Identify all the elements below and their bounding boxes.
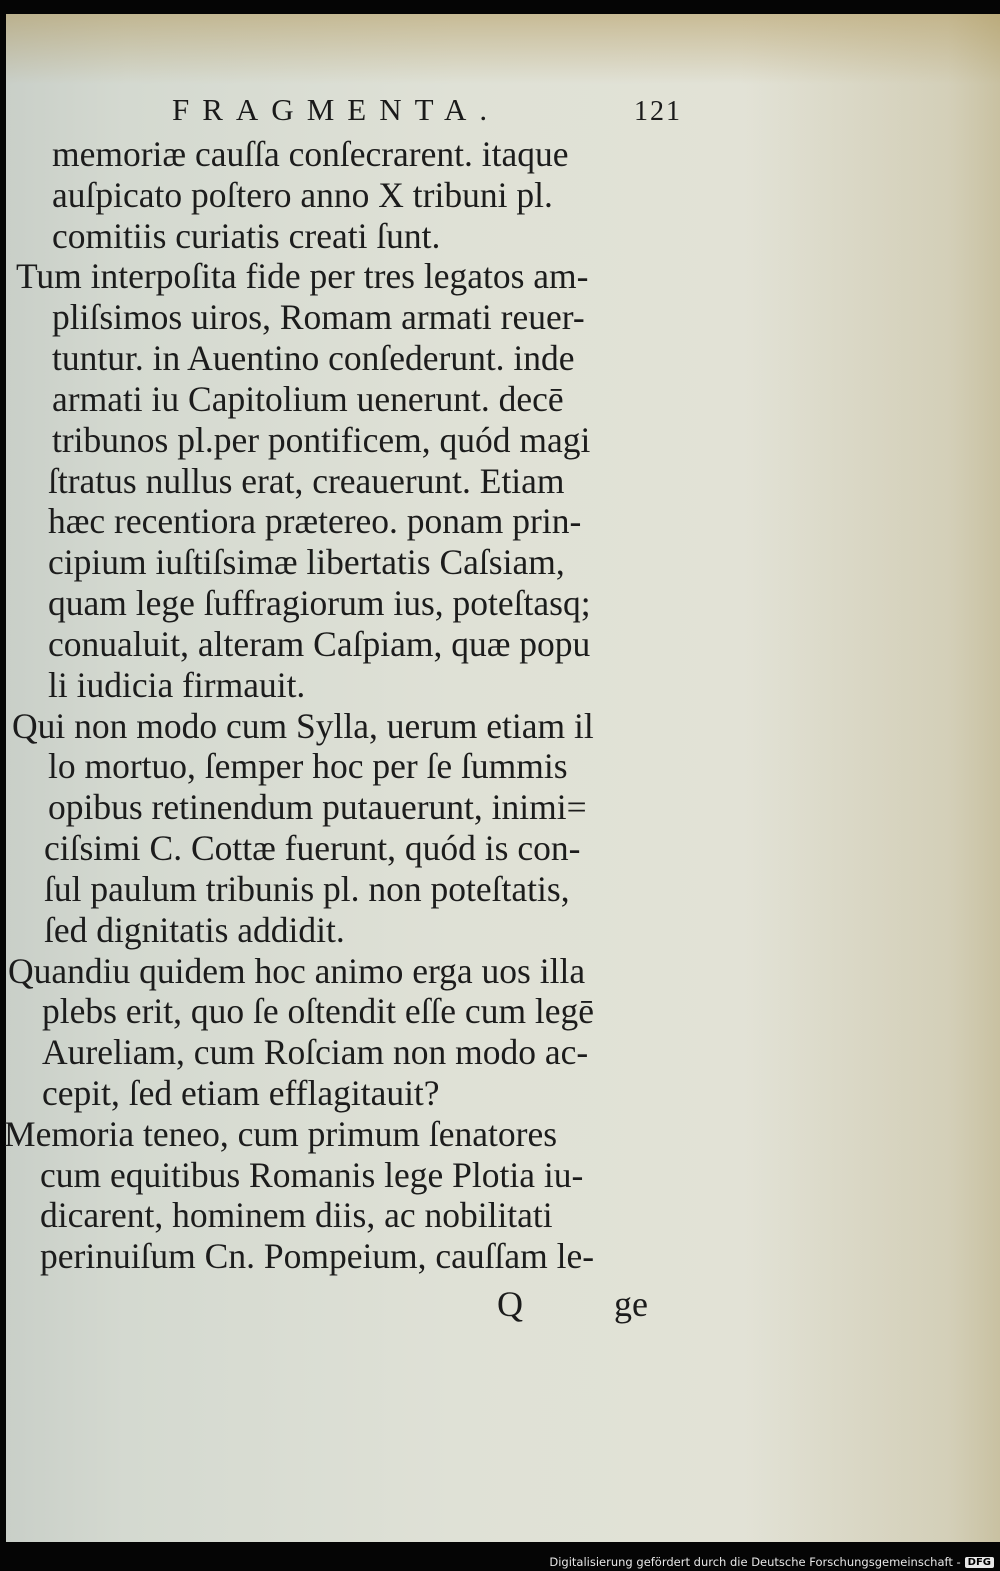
text-line: lo mortuo, ſemper hoc per ſe ſummis (48, 746, 568, 786)
text-line: cipium iuſtiſsimæ libertatis Caſsiam, (48, 542, 565, 582)
text-line: comitiis curiatis creati ſunt. (52, 216, 441, 256)
catchword: ge (614, 1284, 648, 1324)
running-title: FRAGMENTA. (172, 92, 501, 127)
text-line: ſed dignitatis addidit. (44, 910, 345, 950)
text-line: li iudicia firmauit. (48, 665, 306, 705)
text-line: memoriæ cauſſa conſecrarent. itaque (52, 134, 569, 174)
text-line: ciſsimi C. Cottæ fuerunt, quód is con- (44, 828, 581, 868)
text-line: cepit, ſed etiam efflagitauit? (42, 1073, 440, 1113)
text-line: tuntur. in Auentino conſederunt. inde (52, 338, 575, 378)
text-line: Aureliam, cum Roſciam non modo ac- (42, 1032, 589, 1072)
signature-mark: Q (497, 1284, 523, 1324)
text-line: ſul paulum tribunis pl. non poteſtatis, (44, 869, 570, 909)
text-line: hæc recentiora prætereo. ponam prin- (48, 501, 582, 541)
page-number: 121 (634, 96, 682, 127)
text-line: cum equitibus Romanis lege Plotia iu- (40, 1155, 584, 1195)
text-line: dicarent, hominem diis, ac nobilitati (40, 1195, 553, 1235)
text-line: pliſsimos uiros, Romam armati reuer- (52, 297, 585, 337)
text-line: opibus retinendum putauerunt, inimi= (48, 787, 587, 827)
text-line: Quandiu quidem hoc animo erga uos illa (8, 951, 586, 991)
text-line: auſpicato poſtero anno X tribuni pl. (52, 175, 553, 215)
text-line: quam lege ſuffragiorum ius, poteſtasq; (48, 583, 591, 623)
dfg-logo: DFG (965, 1557, 994, 1568)
page-header (172, 92, 682, 132)
text-line: conualuit, alteram Caſpiam, quæ popu (48, 624, 591, 664)
text-line: perinuiſum Cn. Pompeium, cauſſam le- (40, 1236, 595, 1276)
text-line: Qui non modo cum Sylla, uerum etiam il (12, 706, 594, 746)
digitization-credit (549, 1555, 994, 1569)
text-line: Tum interpoſita fide per tres legatos am- (16, 256, 589, 296)
credit-text: Digitalisierung gefördert durch die Deutsche Forschungsgemeinschaft - (549, 1555, 961, 1569)
text-line: plebs erit, quo ſe oſtendit eſſe cum legē (42, 991, 595, 1031)
text-line: armati iu Capitolium uenerunt. decē (52, 379, 564, 419)
text-line: Memoria teneo, cum primum ſenatores (4, 1114, 558, 1154)
text-line: ſtratus nullus erat, creauerunt. Etiam (48, 461, 565, 501)
text-line: tribunos pl.per pontificem, quód magi (52, 420, 591, 460)
